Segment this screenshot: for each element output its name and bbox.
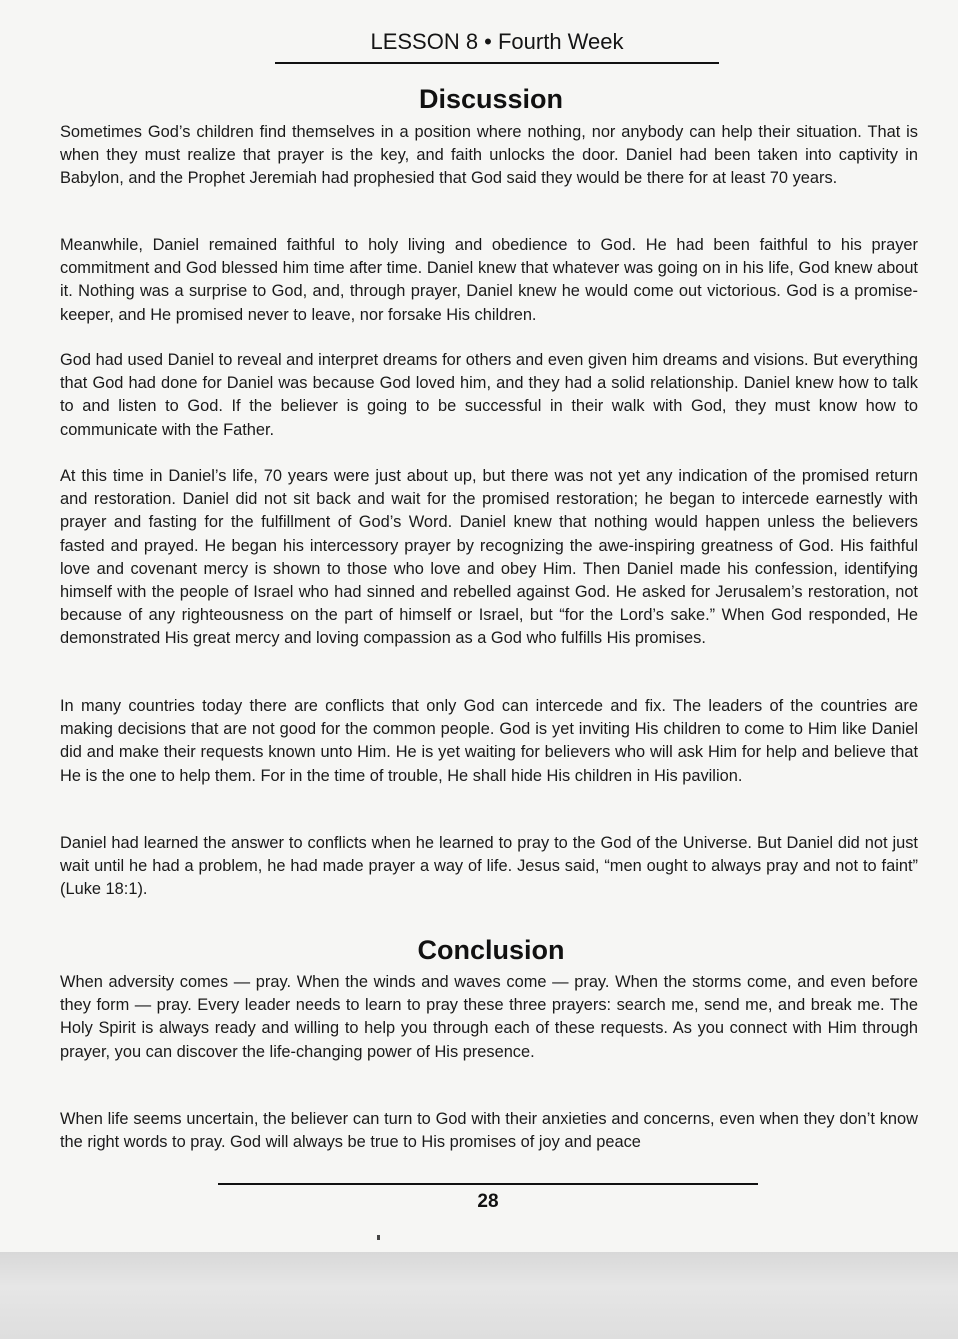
discussion-paragraph-6: Daniel had learned the answer to conflicts when he learned to pray to the God of the Universe. But Daniel did not just wait until he had a problem, he had made prayer a way of life. Jesus said, “men ought to always pray and not to faint” (Luke 18:1). <box>60 834 918 899</box>
conclusion-paragraph-1: When adversity comes — pray. When the winds and waves come — pray. When the storms come, and even before they form — pray. Every leader needs to learn to pray these three prayers: search me, send me, and break me. The Holy Spirit is always ready and willing to help you through each of these requests. As you connect with Him through prayer, you can discover the life-changing power of His presence. <box>60 973 918 1061</box>
discussion-heading: Discussion <box>418 84 564 114</box>
discussion-paragraph-4: At this time in Daniel’s life, 70 years were just about up, but there was not yet any indication of the promised return and restoration. Daniel did not sit back and wait for the promised restoration; he began to intercede earnestly with prayer and fasting for the fulfillment of God’s Word. Daniel knew that nothing would happen unless the believers fasted and prayed. He began his intercessory prayer by recognizing the awe-inspiring greatness of God. His faithful love and covenant mercy is shown to those who love and obey Him. Then Daniel made his confession, identifying himself with the people of Israel who had sinned and rebelled against God. He asked for Jerusalem’s restoration, not because of any righteousness on the part of himself or Israel, but “for the Lord’s sake.” When God responded, He demonstrated His great mercy and loving compassion as a God who fulfills His promises. <box>60 467 918 648</box>
discussion-paragraph-2: Meanwhile, Daniel remained faithful to holy living and obedience to God. He had been faithful to his prayer commitment and God blessed him time after time. Daniel knew that whatever was going on in his life, God knew about it. Nothing was a surprise to God, and, through prayer, Daniel knew he would come out victorious. God is a promise-keeper, and He promised never to leave, nor forsake His children. <box>60 236 918 324</box>
discussion-paragraph-3: God had used Daniel to reveal and interpret dreams for others and even given him dreams and visions. But everything that God had done for Daniel was because God loved him, and they had a solid relationship. Daniel knew how to talk to and listen to God. If the believer is going to be successful in their walk with God, they must know how to communicate with the Father. <box>60 351 918 439</box>
lesson-header: LESSON 8 • Fourth Week <box>370 29 624 54</box>
discussion-paragraph-1: Sometimes God’s children find themselves in a position where nothing, nor anybody can help their situation. That is when they must realize that prayer is the key, and faith unlocks the door. Daniel had been taken into captivity in Babylon, and the Prophet Jeremiah had prophesied that God said they would be there for at least 70 years. <box>60 123 918 188</box>
scan-speck <box>377 1235 380 1240</box>
header-divider <box>275 62 719 64</box>
scan-background-strip <box>0 1252 958 1339</box>
conclusion-paragraph-2: When life seems uncertain, the believer can turn to God with their anxieties and concerns, even when they don’t know the right words to pray. God will always be true to His promises of joy and peace <box>60 1110 918 1152</box>
discussion-paragraph-5: In many countries today there are conflicts that only God can intercede and fix. The leaders of the countries are making decisions that are not good for the common people. God is yet inviting His children to come to Him like Daniel did and make their requests known unto Him. He is yet waiting for believers who will ask Him for help and believe that He is the one to help them. For in the time of trouble, He shall hide His children in His pavilion. <box>60 697 918 785</box>
page-number: 28 <box>477 1191 499 1212</box>
conclusion-heading: Conclusion <box>417 935 565 965</box>
footer-divider <box>218 1183 758 1185</box>
